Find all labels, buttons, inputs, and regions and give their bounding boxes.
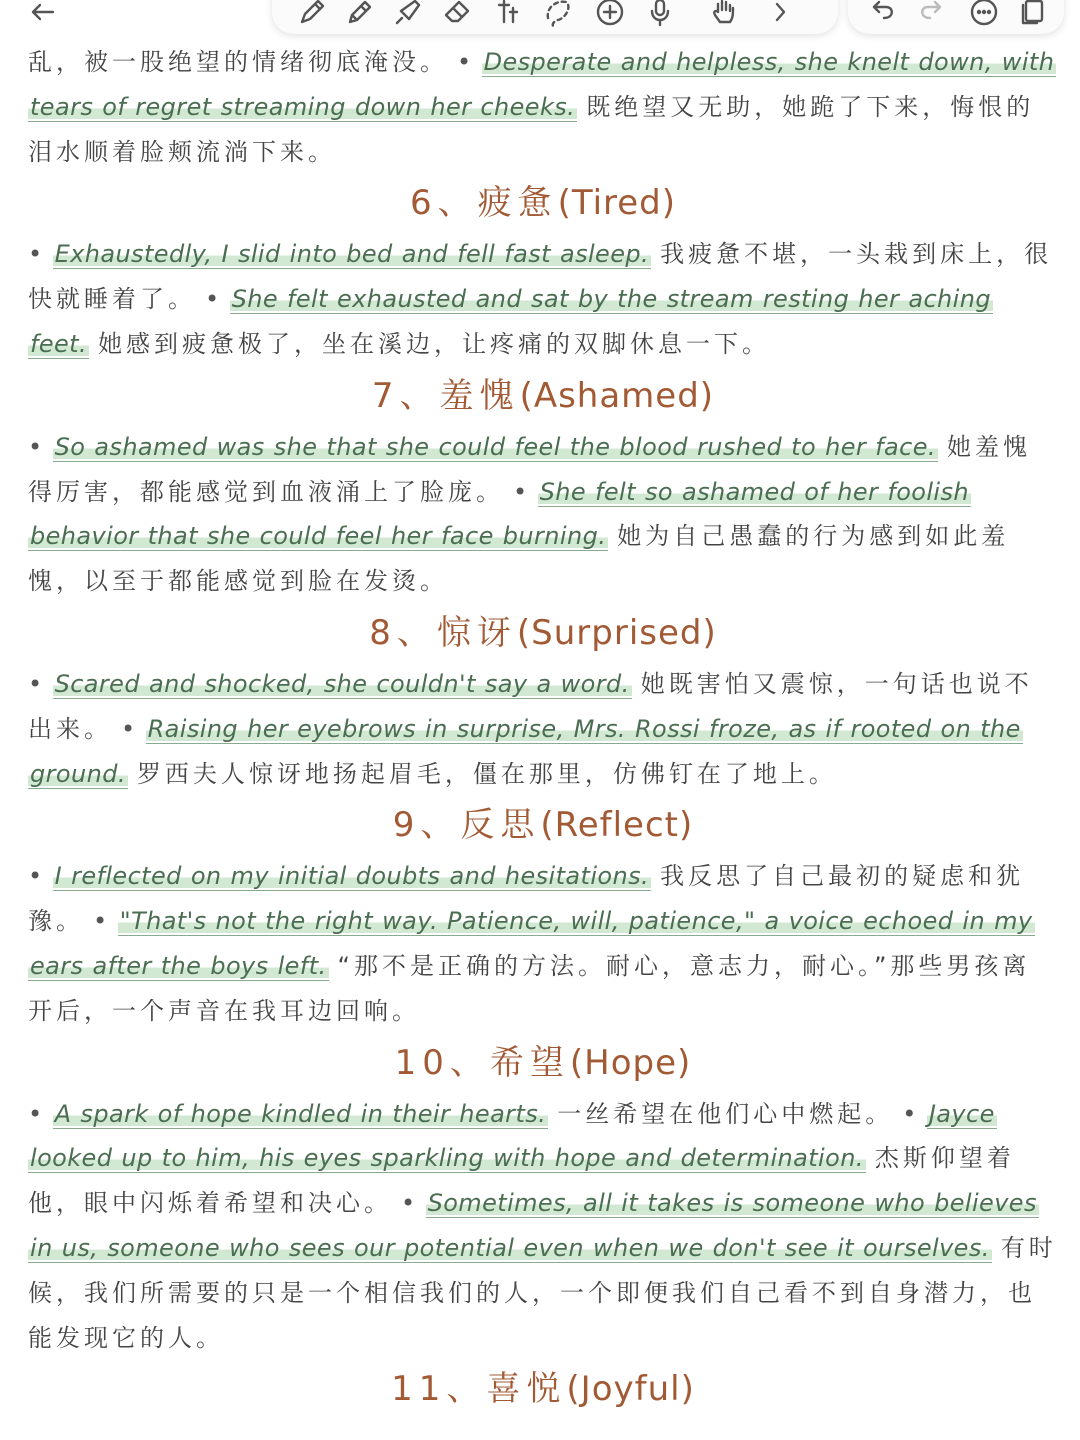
bullet: • [28, 862, 43, 891]
chinese-translation: 她既害怕又震惊，一句话也说不出来。 [28, 669, 1033, 743]
chinese-translation: 我反思了自己最初的疑虑和犹豫。 [28, 862, 1025, 936]
heading-chinese: 7、羞愧 [371, 375, 520, 416]
bullet: • [513, 477, 528, 506]
section-paragraph [28, 854, 1058, 1033]
bullet: • [205, 285, 220, 314]
english-sentence: So ashamed was she that she could feel the blood rushed to her face. [54, 432, 936, 461]
chinese-translation: 杰斯仰望着他，眼中闪烁着希望和决心。 [28, 1144, 1015, 1218]
bullet: • [28, 669, 43, 698]
bullet: • [28, 1099, 43, 1128]
section-heading [28, 373, 1058, 419]
chinese-translation: 乱，被一股绝望的情绪彻底淹没。 [28, 48, 448, 76]
note-toolbar [0, 0, 1080, 34]
heading-chinese: 10、希望 [394, 1042, 570, 1083]
chinese-translation: 既绝望又无助，她跪了下来，悔恨的泪水顺着脸颊流淌下来。 [28, 92, 1035, 166]
chinese-translation: 有时候，我们所需要的只是一个相信我们的人，一个即便我们自己看不到自身潜力，也能发现它的人。 [28, 1233, 1057, 1352]
english-sentence: She felt exhausted and sat by the stream resting her aching feet. [30, 285, 991, 358]
heading-chinese: 6、疲惫 [409, 183, 558, 224]
bullet: • [401, 1189, 416, 1218]
section-paragraph [28, 232, 1058, 366]
heading-english: (Hope) [569, 1042, 692, 1083]
chinese-translation: 她为自己愚蠢的行为感到如此羞愧，以至于都能感觉到脸在发烫。 [28, 522, 1010, 596]
heading-chinese: 9、反思 [392, 805, 541, 846]
section-heading [28, 1366, 1058, 1412]
english-sentence: I reflected on my initial doubts and hesitations. [54, 862, 650, 891]
english-sentence: Jayce looked up to him, his eyes sparkling with hope and determination. [30, 1099, 995, 1173]
heading-chinese: 11、喜悦 [391, 1369, 567, 1410]
bullet: • [457, 48, 472, 76]
intro-paragraph [28, 40, 1058, 174]
heading-english: (Ashamed) [519, 375, 715, 416]
english-sentence: Raising her eyebrows in surprise, Mrs. Rossi froze, as if rooted on the ground. [30, 714, 1021, 788]
pencil-icon[interactable] [340, 0, 380, 32]
lasso-icon[interactable] [538, 0, 578, 32]
heading-english: (Surprised) [516, 612, 717, 653]
section-heading [28, 1040, 1058, 1086]
eraser-icon[interactable] [438, 0, 478, 32]
chinese-translation: 我疲惫不堪，一头栽到床上，很快就睡着了。 [28, 240, 1053, 314]
english-sentence: Scared and shocked, she couldn't say a word. [54, 669, 630, 698]
more-icon[interactable] [964, 0, 1004, 32]
pages-icon[interactable] [1012, 0, 1052, 32]
redo-icon [912, 0, 952, 32]
hand-icon[interactable] [704, 0, 744, 32]
bullet: • [902, 1099, 917, 1128]
history-tools-group [848, 0, 1064, 34]
chinese-translation: “那不是正确的方法。耐心，意志力，耐心。”那些男孩离开后，一个声音在我耳边回响。 [28, 951, 1031, 1025]
english-sentence: Exhaustedly, I slid into bed and fell fast asleep. [54, 240, 650, 269]
section-paragraph [28, 662, 1058, 796]
section-paragraph [28, 425, 1058, 604]
back-arrow-icon[interactable] [22, 0, 62, 32]
text-tool-icon[interactable] [490, 0, 530, 32]
heading-english: (Tired) [557, 183, 677, 224]
english-sentence: Sometimes, all it takes is someone who believes in us, someone who sees our potential even when we don't see it ourselves. [30, 1189, 1037, 1262]
heading-english: (Reflect) [540, 805, 694, 846]
section-heading [28, 802, 1058, 848]
note-page [28, 40, 1058, 1418]
chinese-translation: 罗西夫人惊讶地扬起眉毛，僵在那里，仿佛钉在了地上。 [136, 759, 837, 788]
chinese-translation: 一丝希望在他们心中燃起。 [557, 1099, 894, 1128]
chinese-translation: 她感到疲惫极了，坐在溪边，让疼痛的双脚休息一下。 [98, 329, 771, 358]
pen-icon[interactable] [292, 0, 332, 32]
section-heading [28, 610, 1058, 656]
english-sentence: She felt so ashamed of her foolish behavior that she could feel her face burning. [30, 477, 970, 551]
microphone-icon[interactable] [640, 0, 680, 32]
heading-english: (Joyful) [566, 1369, 695, 1410]
bullet: • [121, 714, 136, 743]
english-sentence: Desperate and helpless, she knelt down, with tears of regret streaming down her cheeks. [30, 48, 1055, 121]
english-sentence: A spark of hope kindled in their hearts. [54, 1099, 547, 1128]
chinese-translation: 她羞愧得厉害，都能感觉到血液涌上了脸庞。 [28, 432, 1031, 506]
drawing-tools-group [272, 0, 838, 34]
heading-chinese: 8、惊讶 [369, 612, 517, 653]
undo-icon[interactable] [862, 0, 902, 32]
bullet: • [28, 240, 43, 269]
section-heading [28, 180, 1058, 226]
chevron-right-icon[interactable] [760, 0, 800, 32]
bullet: • [28, 432, 43, 461]
english-sentence: "That's not the right way. Patience, will, patience," a voice echoed in my ears after the boys left. [30, 907, 1033, 980]
add-icon[interactable] [590, 0, 630, 32]
bullet: • [93, 907, 108, 936]
section-paragraph [28, 1092, 1058, 1361]
highlighter-icon[interactable] [388, 0, 428, 32]
